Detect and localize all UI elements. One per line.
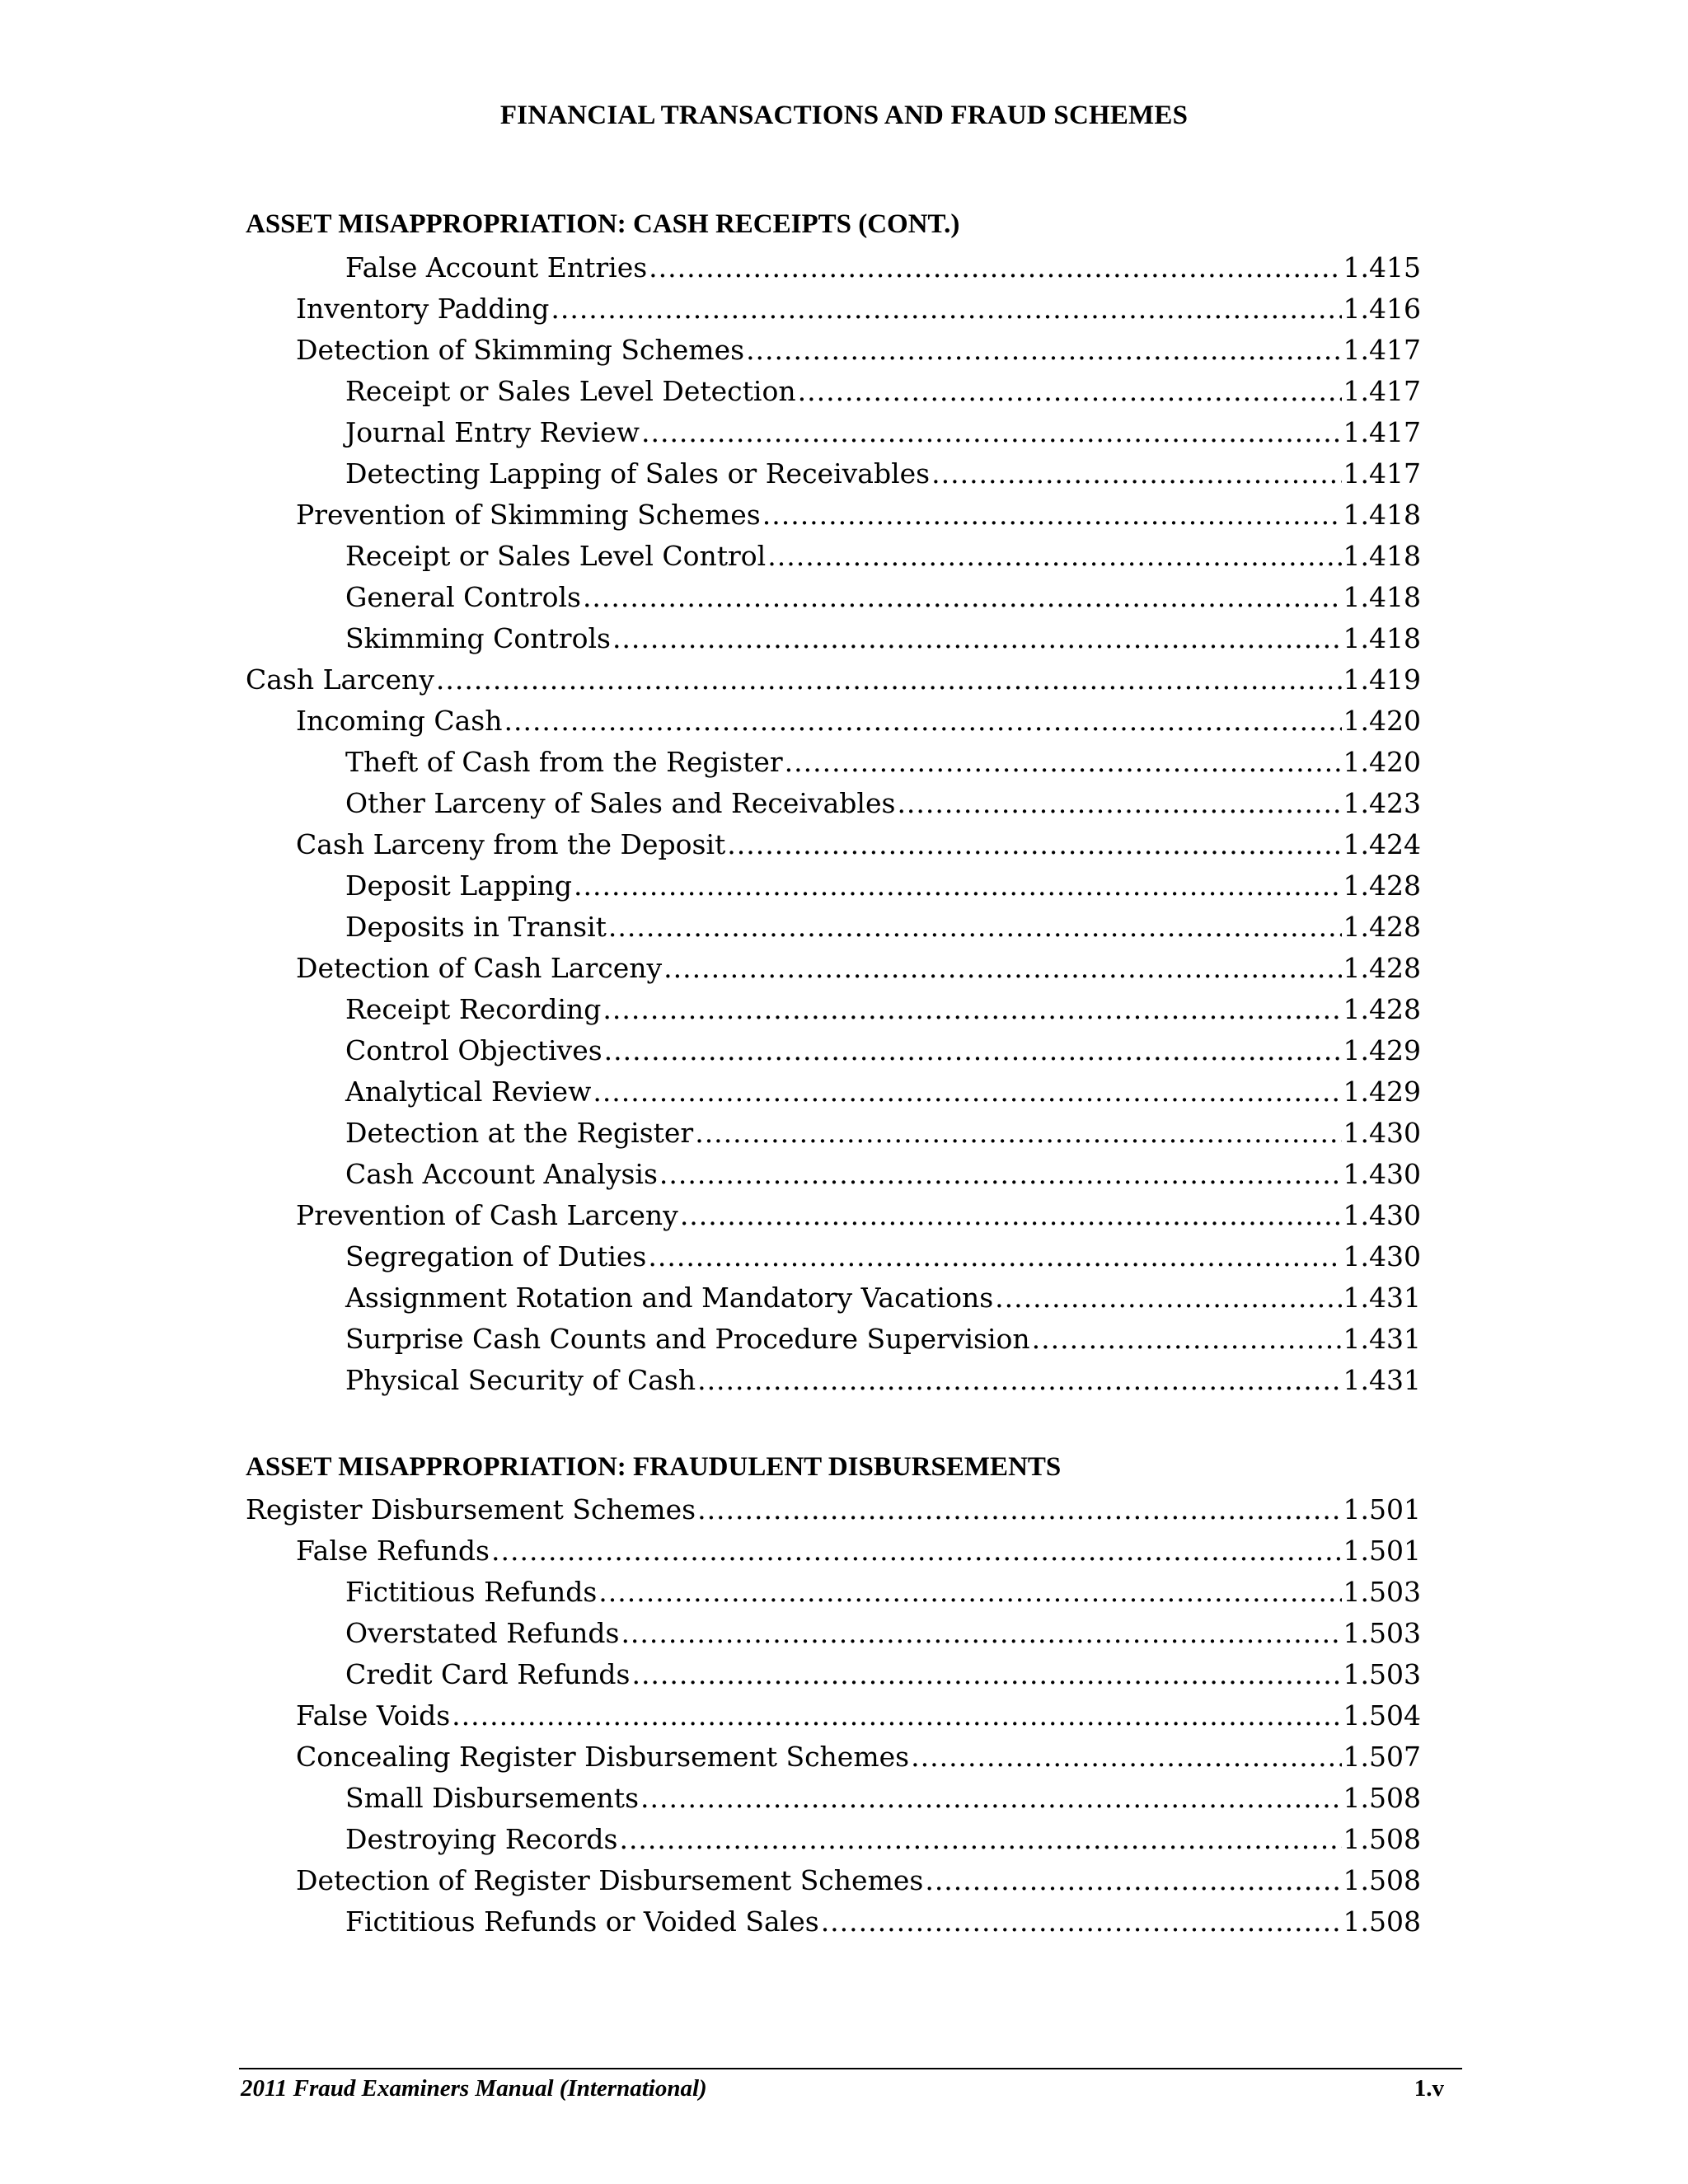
toc-entry-page-number: 1.508 bbox=[1343, 1905, 1421, 1938]
dot-leader bbox=[925, 1860, 1341, 1901]
toc-entry-label: Detection of Register Disbursement Schemes bbox=[296, 1864, 924, 1896]
toc-entry-label: Receipt Recording bbox=[345, 993, 602, 1025]
toc-entry-page-number: 1.420 bbox=[1343, 705, 1421, 737]
toc-entry bbox=[246, 783, 1421, 824]
toc-entry-page-number: 1.417 bbox=[1343, 375, 1421, 407]
dot-leader bbox=[491, 1530, 1342, 1572]
toc-entry-page-number: 1.418 bbox=[1343, 622, 1421, 654]
toc-entry-page-number: 1.430 bbox=[1343, 1199, 1421, 1231]
toc-entry bbox=[246, 1778, 1421, 1819]
toc-entry-page-number: 1.431 bbox=[1343, 1282, 1421, 1314]
dot-leader bbox=[621, 1613, 1341, 1654]
toc-entry-page-number: 1.501 bbox=[1343, 1493, 1421, 1526]
toc-entry bbox=[246, 1113, 1421, 1154]
toc-entry-label: Other Larceny of Sales and Receivables bbox=[345, 787, 896, 819]
toc-entry-label: Surprise Cash Counts and Procedure Supervision bbox=[345, 1323, 1030, 1355]
toc-entry-page-number: 1.430 bbox=[1343, 1158, 1421, 1190]
toc-entry-label: Detection at the Register bbox=[345, 1117, 694, 1149]
toc-entry-label: False Refunds bbox=[296, 1535, 490, 1567]
dot-leader bbox=[593, 1071, 1341, 1113]
toc-entry-page-number: 1.420 bbox=[1343, 746, 1421, 778]
toc-entry-label: Cash Account Analysis bbox=[345, 1158, 658, 1190]
dot-leader bbox=[603, 989, 1341, 1030]
toc-entry-page-number: 1.423 bbox=[1343, 787, 1421, 819]
toc-entry bbox=[246, 1236, 1421, 1277]
toc-entry-page-number: 1.428 bbox=[1343, 869, 1421, 902]
dot-leader bbox=[695, 1113, 1341, 1154]
toc-entry-page-number: 1.501 bbox=[1343, 1535, 1421, 1567]
toc-entry bbox=[246, 288, 1421, 330]
dot-leader bbox=[785, 742, 1342, 783]
toc-entry-page-number: 1.416 bbox=[1343, 293, 1421, 325]
toc-entry-page-number: 1.417 bbox=[1343, 334, 1421, 366]
toc-entry-label: Assignment Rotation and Mandatory Vacations bbox=[345, 1282, 994, 1314]
toc-entry-page-number: 1.429 bbox=[1343, 1034, 1421, 1066]
footer-manual-title: 2011 Fraud Examiners Manual (International) bbox=[241, 2075, 707, 2102]
toc-entry-label: Deposit Lapping bbox=[345, 869, 572, 902]
toc-entry bbox=[246, 1901, 1421, 1943]
dot-leader bbox=[631, 1654, 1341, 1695]
toc-entry bbox=[246, 1860, 1421, 1901]
dot-leader bbox=[680, 1195, 1342, 1236]
toc-entry bbox=[246, 1277, 1421, 1319]
dot-leader bbox=[641, 412, 1342, 453]
toc-entry bbox=[246, 1613, 1421, 1654]
toc-entry-page-number: 1.507 bbox=[1343, 1741, 1421, 1773]
toc-entry bbox=[246, 989, 1421, 1030]
toc-entry-label: Journal Entry Review bbox=[345, 416, 640, 448]
toc-entry-label: Receipt or Sales Level Detection bbox=[345, 375, 796, 407]
toc-entry bbox=[246, 824, 1421, 865]
toc-entry-page-number: 1.419 bbox=[1343, 663, 1421, 696]
dot-leader bbox=[697, 1360, 1341, 1401]
toc-entry-page-number: 1.418 bbox=[1343, 499, 1421, 531]
toc-entry-label: Detection of Cash Larceny bbox=[296, 952, 663, 984]
toc-entry-page-number: 1.508 bbox=[1343, 1782, 1421, 1814]
toc-entry bbox=[246, 1736, 1421, 1778]
toc-entry-label: Small Disbursements bbox=[345, 1782, 640, 1814]
toc-list-fraudulent-disbursements bbox=[246, 1489, 1421, 1943]
toc-entry-page-number: 1.503 bbox=[1343, 1617, 1421, 1649]
toc-entry bbox=[246, 1654, 1421, 1695]
dot-leader bbox=[604, 1030, 1342, 1071]
toc-entry bbox=[246, 1572, 1421, 1613]
toc-entry-label: Prevention of Cash Larceny bbox=[296, 1199, 678, 1231]
toc-entry-page-number: 1.503 bbox=[1343, 1658, 1421, 1690]
toc-entry-label: Incoming Cash bbox=[296, 705, 503, 737]
toc-entry bbox=[246, 1319, 1421, 1360]
dot-leader bbox=[612, 618, 1342, 659]
toc-entry-label: Physical Security of Cash bbox=[345, 1364, 696, 1396]
document-title: FINANCIAL TRANSACTIONS AND FRAUD SCHEMES bbox=[499, 101, 1189, 130]
footer-page-number: 1.v bbox=[1414, 2075, 1444, 2102]
toc-entry-label: Cash Larceny bbox=[246, 663, 434, 696]
toc-entry-label: Receipt or Sales Level Control bbox=[345, 540, 767, 572]
toc-entry bbox=[246, 412, 1421, 453]
toc-entry-page-number: 1.424 bbox=[1343, 828, 1421, 860]
dot-leader bbox=[931, 453, 1341, 494]
dot-leader bbox=[574, 865, 1342, 907]
dot-leader bbox=[452, 1695, 1341, 1736]
toc-entry-label: Fictitious Refunds bbox=[345, 1576, 598, 1608]
dot-leader bbox=[767, 536, 1341, 577]
toc-entry-label: Deposits in Transit bbox=[345, 911, 607, 943]
toc-entry-page-number: 1.504 bbox=[1343, 1699, 1421, 1732]
dot-leader bbox=[821, 1901, 1342, 1943]
toc-entry bbox=[246, 577, 1421, 618]
toc-entry bbox=[246, 330, 1421, 371]
toc-entry-page-number: 1.428 bbox=[1343, 952, 1421, 984]
toc-entry bbox=[246, 536, 1421, 577]
toc-entry-label: Skimming Controls bbox=[345, 622, 611, 654]
dot-leader bbox=[1032, 1319, 1342, 1360]
section-heading-cash-receipts: ASSET MISAPPROPRIATION: CASH RECEIPTS (CONT.) bbox=[246, 209, 960, 239]
toc-entry bbox=[246, 742, 1421, 783]
toc-entry bbox=[246, 1030, 1421, 1071]
toc-entry-page-number: 1.428 bbox=[1343, 993, 1421, 1025]
toc-entry bbox=[246, 1154, 1421, 1195]
dot-leader bbox=[619, 1819, 1341, 1860]
dot-leader bbox=[659, 1154, 1342, 1195]
toc-entry bbox=[246, 1489, 1421, 1530]
dot-leader bbox=[746, 330, 1341, 371]
toc-entry-page-number: 1.430 bbox=[1343, 1117, 1421, 1149]
toc-entry-label: Detection of Skimming Schemes bbox=[296, 334, 745, 366]
toc-entry-page-number: 1.418 bbox=[1343, 540, 1421, 572]
footer-rule bbox=[239, 2068, 1462, 2069]
dot-leader bbox=[551, 288, 1341, 330]
dot-leader bbox=[598, 1572, 1341, 1613]
toc-entry bbox=[246, 659, 1421, 701]
section-heading-fraudulent-disbursements: ASSET MISAPPROPRIATION: FRAUDULENT DISBURSEMENTS bbox=[246, 1452, 1062, 1482]
toc-entry-page-number: 1.508 bbox=[1343, 1823, 1421, 1855]
toc-entry-page-number: 1.508 bbox=[1343, 1864, 1421, 1896]
toc-entry bbox=[246, 494, 1421, 536]
toc-list-cash-receipts bbox=[246, 247, 1421, 1401]
toc-entry-page-number: 1.418 bbox=[1343, 581, 1421, 613]
dot-leader bbox=[897, 783, 1341, 824]
dot-leader bbox=[583, 577, 1342, 618]
toc-entry-label: Detecting Lapping of Sales or Receivables bbox=[345, 457, 931, 490]
toc-entry-label: General Controls bbox=[345, 581, 581, 613]
toc-entry bbox=[246, 907, 1421, 948]
dot-leader bbox=[648, 1236, 1341, 1277]
toc-entry-label: Overstated Refunds bbox=[345, 1617, 620, 1649]
toc-entry-page-number: 1.431 bbox=[1343, 1323, 1421, 1355]
toc-entry-page-number: 1.417 bbox=[1343, 457, 1421, 490]
toc-entry bbox=[246, 1695, 1421, 1736]
toc-entry-label: Fictitious Refunds or Voided Sales bbox=[345, 1905, 819, 1938]
toc-entry bbox=[246, 371, 1421, 412]
dot-leader bbox=[727, 824, 1341, 865]
dot-leader bbox=[436, 659, 1342, 701]
toc-entry-label: Analytical Review bbox=[345, 1076, 592, 1108]
toc-entry-page-number: 1.415 bbox=[1343, 251, 1421, 284]
toc-entry-label: Inventory Padding bbox=[296, 293, 550, 325]
toc-entry-label: Control Objectives bbox=[345, 1034, 603, 1066]
toc-entry bbox=[246, 1071, 1421, 1113]
toc-entry-label: Concealing Register Disbursement Schemes bbox=[296, 1741, 910, 1773]
toc-entry bbox=[246, 247, 1421, 288]
toc-entry-page-number: 1.503 bbox=[1343, 1576, 1421, 1608]
toc-entry bbox=[246, 1530, 1421, 1572]
dot-leader bbox=[697, 1489, 1341, 1530]
toc-entry-page-number: 1.431 bbox=[1343, 1364, 1421, 1396]
toc-entry-page-number: 1.417 bbox=[1343, 416, 1421, 448]
dot-leader bbox=[608, 907, 1342, 948]
toc-entry-label: Cash Larceny from the Deposit bbox=[296, 828, 726, 860]
toc-entry bbox=[246, 948, 1421, 989]
dot-leader bbox=[504, 701, 1341, 742]
toc-entry-label: Register Disbursement Schemes bbox=[246, 1493, 696, 1526]
toc-entry-label: Segregation of Duties bbox=[345, 1240, 647, 1272]
toc-entry-label: Prevention of Skimming Schemes bbox=[296, 499, 761, 531]
toc-entry-label: Destroying Records bbox=[345, 1823, 618, 1855]
toc-entry bbox=[246, 453, 1421, 494]
toc-entry bbox=[246, 1819, 1421, 1860]
toc-entry-label: False Account Entries bbox=[345, 251, 648, 284]
toc-entry bbox=[246, 1360, 1421, 1401]
toc-entry bbox=[246, 701, 1421, 742]
dot-leader bbox=[995, 1277, 1341, 1319]
dot-leader bbox=[640, 1778, 1342, 1819]
dot-leader bbox=[911, 1736, 1341, 1778]
toc-entry-label: Credit Card Refunds bbox=[345, 1658, 631, 1690]
toc-entry-label: False Voids bbox=[296, 1699, 451, 1732]
toc-entry bbox=[246, 1195, 1421, 1236]
toc-entry-page-number: 1.430 bbox=[1343, 1240, 1421, 1272]
dot-leader bbox=[762, 494, 1342, 536]
toc-entry-label: Theft of Cash from the Register bbox=[345, 746, 783, 778]
toc-entry-page-number: 1.428 bbox=[1343, 911, 1421, 943]
dot-leader bbox=[663, 948, 1341, 989]
toc-entry bbox=[246, 865, 1421, 907]
dot-leader bbox=[798, 371, 1342, 412]
toc-entry bbox=[246, 618, 1421, 659]
dot-leader bbox=[649, 247, 1341, 288]
toc-entry-page-number: 1.429 bbox=[1343, 1076, 1421, 1108]
